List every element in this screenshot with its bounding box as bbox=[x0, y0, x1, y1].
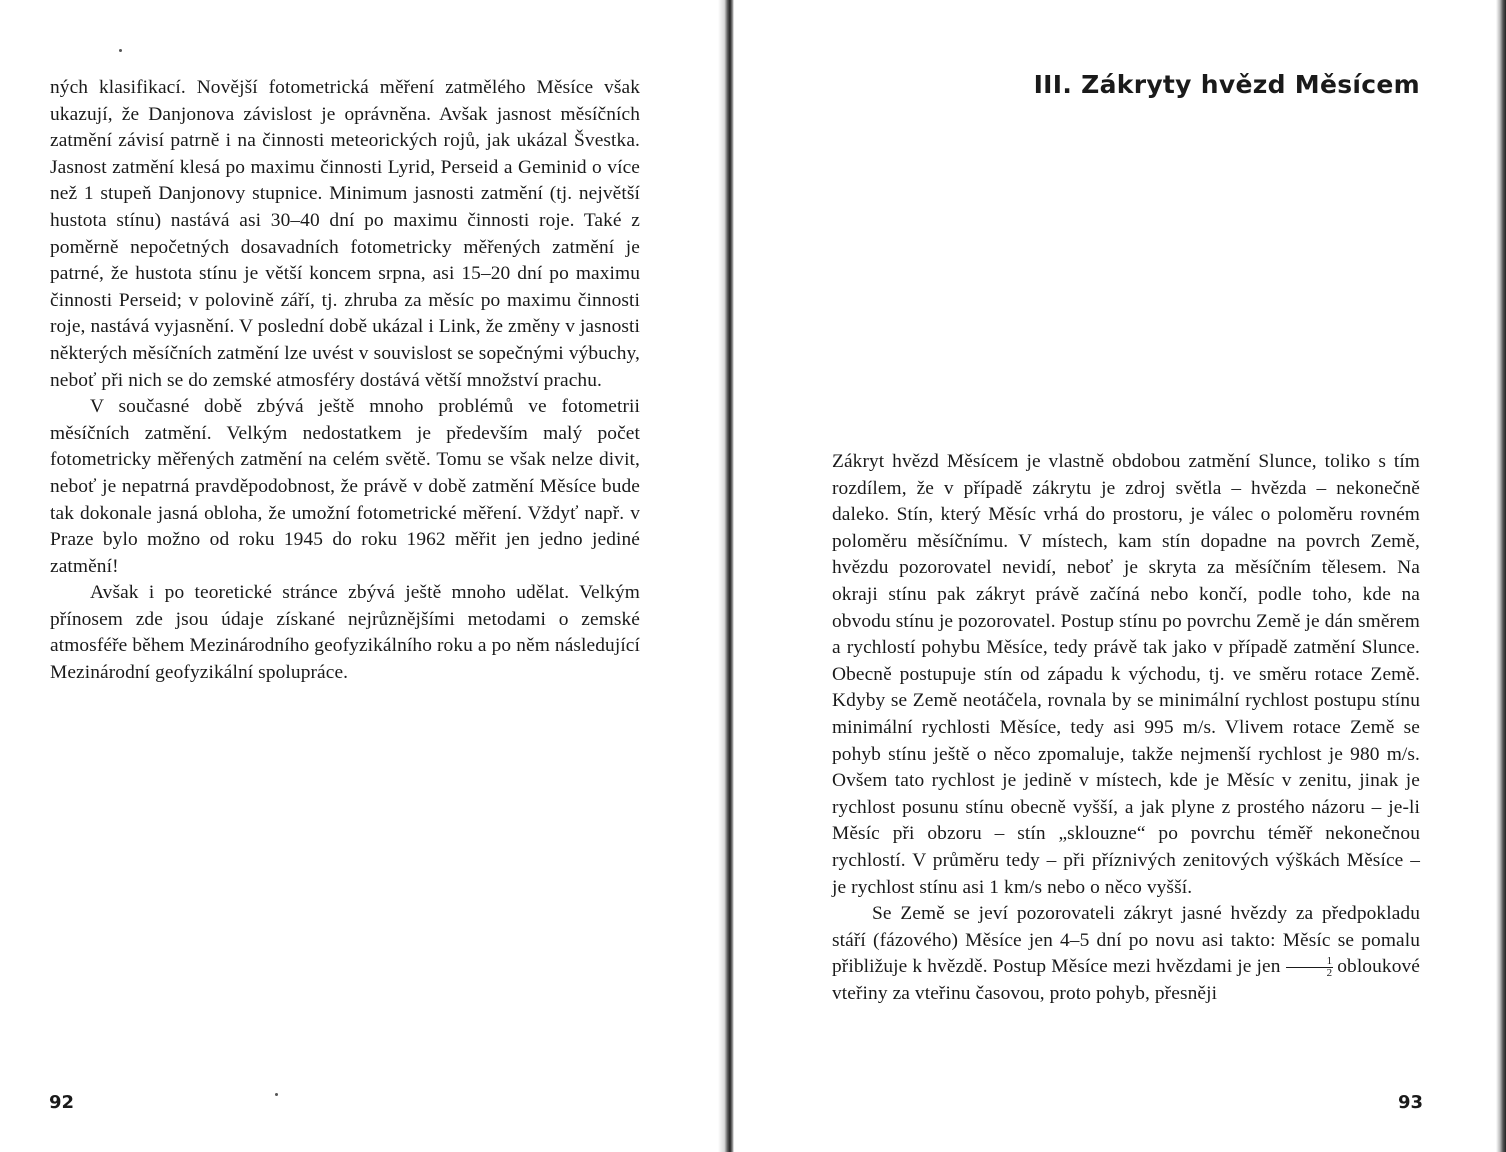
paragraph: Zákryt hvězd Měsícem je vlastně obdobou zatmění Slunce, toliko s tím rozdílem, že v případě zákrytu je zdroj světla – hvězda – nekonečně daleko. Stín, který Měsíc vrhá do prostoru, je válec o poloměru rovném poloměru měsíčnímu. V místech, kam stín dopadne na povrch Země, hvězdu pozorovatel nevidí, neboť je skryta za měsíčním tělesem. Na okraji stínu pak zákryt právě začíná nebo končí, podle toho, kde na obvodu stínu je pozorovatel. Postup stínu po povrchu Země je dán směrem a rychlostí pohybu Měsíce, tedy právě tak jako v případě zatmění Slunce. Obecně postupuje stín od západu k východu, tj. ve směru rotace Země. Kdyby se Země neotáčela, rovnala by se minimální rychlost postupu stínu minimální rychlosti Měsíce, tedy asi 995 m/s. Vlivem rotace Země se pohyb stínu ještě o něco zpomaluje, takže nejmenší rychlost je 980 m/s. Ovšem tato rychlost je jedině v místech, kde je Měsíc v zenitu, jinak je rychlost posunu stínu obecně vyšší, a jak plyne z prostého názoru – je-li Měsíc při obzoru – stín „sklouzne“ po povrchu téměř nekonečnou rychlostí. V průměru tedy – při příznivých zenitových výškách Měsíce – je rychlost stínu asi 1 km/s nebo o něco vyšší. bbox=[832, 451, 1420, 898]
left-page-body bbox=[50, 75, 640, 687]
chapter-title: III. Zákryty hvězd Měsícem bbox=[1033, 70, 1420, 99]
paragraph: ných klasifikací. Novější fotometrická měření zatmělého Měsíce však ukazují, že Danjonova závislost je oprávněna. Avšak jasnost měsíčních zatmění závisí patrně i na činnosti meteorických rojů, jak ukázal Švestka. Jasnost zatmění klesá po maximu činnosti Lyrid, Perseid a Geminid o více než 1 stupeň Danjonovy stupnice. Minimum jasnosti zatmění (tj. největší hustota stínu) nastává asi 30–40 dní po maximu činnosti roje. Také z poměrně nepočetných dosavadních fotometricky měřených zatmění je patrné, že hustota stínu je větší koncem srpna, asi 15–20 dní po maximu činnosti Perseid; v polovině září, tj. zhruba za měsíc po maximu činnosti roje, nastává vyjasnění. V poslední době ukázal i Link, že změny v jasnosti některých měsíčních zatmění lze uvést v souvislost se sopečnými výbuchy, neboť při nich se do zemské atmosféry dostává větší množství prachu. bbox=[50, 77, 640, 391]
right-page-body bbox=[832, 449, 1420, 1007]
fraction-one-half bbox=[1286, 956, 1334, 979]
paragraph: V současné době zbývá ještě mnoho problémů ve fotometrii měsíčních zatmění. Velkým nedostatkem je především malý počet fotometricky měřených zatmění na celém světě. Tomu se však nelze divit, neboť je nepatrná pravděpodobnost, že právě v době zatmění Měsíce bude tak dokonale jasná obloha, že umožní fotometrické měření. Vždyť např. v Praze bylo možno od roku 1945 do roku 1962 měřit jen jedno jediné zatmění! bbox=[50, 396, 640, 577]
page-number: 93 bbox=[1398, 1092, 1424, 1113]
print-speck bbox=[275, 1093, 278, 1096]
paragraph-text: Se Země se jeví pozorovateli zákryt jasné hvězdy za předpokladu stáří (fázového) Měsíce jen 4–5 dní po novu asi takto: Měsíc se pomalu přibližuje k hvězdě. Postup Měsíce mezi hvězdami je jen bbox=[832, 903, 1420, 978]
fraction-denominator: 2 bbox=[1326, 967, 1333, 980]
paragraph-text-continued: obloukové vteřiny za vteřinu časovou, proto pohyb, přesněji bbox=[832, 956, 1420, 1004]
page-number: 92 bbox=[49, 1092, 75, 1113]
paragraph bbox=[832, 901, 1420, 1007]
paragraph: Avšak i po teoretické stránce zbývá ještě mnoho udělat. Velkým přínosem zde jsou údaje získané nejrůznějšími metodami o zemské atmosféře během Mezinárodního geofyzikálního roku a po něm následující Mezinárodní geofyzikální spolupráce. bbox=[50, 582, 640, 684]
book-gutter bbox=[718, 0, 734, 1152]
fraction-numerator: 1 bbox=[1286, 956, 1334, 968]
print-speck bbox=[119, 49, 122, 52]
page-edge-shadow bbox=[1496, 0, 1506, 1152]
